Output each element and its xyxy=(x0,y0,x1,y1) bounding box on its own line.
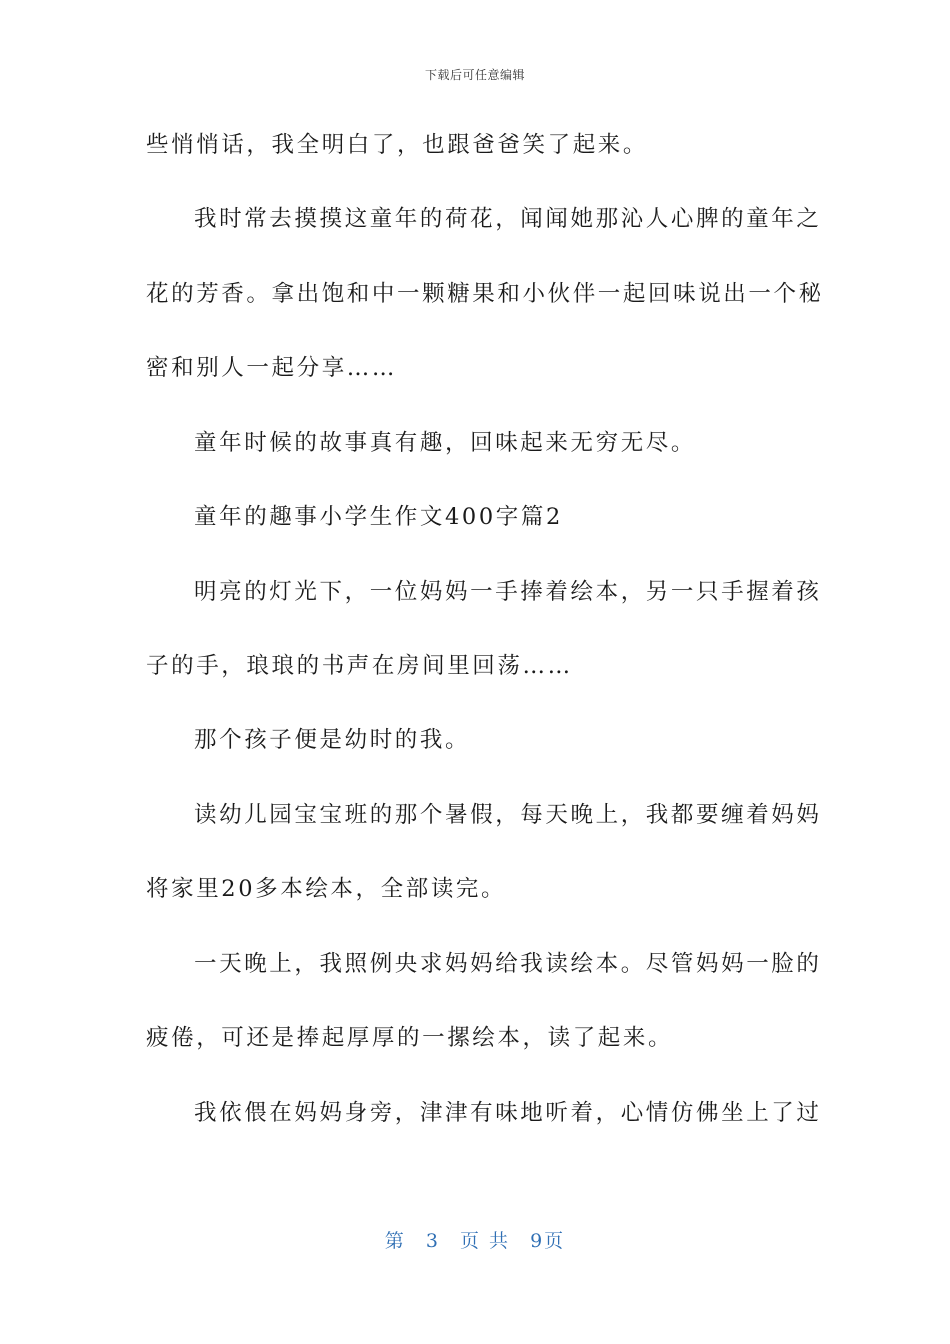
current-page-number: 3 xyxy=(425,1230,440,1252)
text-line: 疲倦，可还是捧起厚厚的一摞绘本，读了起来。 xyxy=(146,1025,674,1051)
text-line: 童年时候的故事真有趣，回味起来无穷无尽。 xyxy=(194,430,697,456)
page-footer xyxy=(0,1226,950,1253)
section-heading: 童年的趣事小学生作文400字篇2 xyxy=(194,504,563,530)
footer-prefix: 第 xyxy=(384,1230,406,1252)
text-line: 我依偎在妈妈身旁，津津有味地听着，心情仿佛坐上了过 xyxy=(194,1100,822,1126)
text-line: 些悄悄话，我全明白了，也跟爸爸笑了起来。 xyxy=(146,132,649,158)
text-line: 明亮的灯光下，一位妈妈一手捧着绘本，另一只手握着孩 xyxy=(194,579,822,605)
text-line: 子的手，琅琅的书声在房间里回荡…… xyxy=(146,653,573,679)
text-line: 那个孩子便是幼时的我。 xyxy=(194,727,471,753)
text-line: 密和别人一起分享…… xyxy=(146,355,398,381)
text-line: 将家里20多本绘本，全部读完。 xyxy=(146,876,507,902)
total-pages: 9页 xyxy=(530,1230,566,1252)
footer-middle: 页 共 xyxy=(460,1230,511,1252)
text-line: 读幼儿园宝宝班的那个暑假，每天晚上，我都要缠着妈妈 xyxy=(194,802,822,828)
text-line: 花的芳香。拿出饱和中一颗糖果和小伙伴一起回味说出一个秘 xyxy=(146,281,824,307)
text-line: 一天晚上，我照例央求妈妈给我读绘本。尽管妈妈一脸的 xyxy=(194,951,822,977)
header-note: 下载后可任意编辑 xyxy=(424,68,525,82)
text-line: 我时常去摸摸这童年的荷花，闻闻她那沁人心脾的童年之 xyxy=(194,206,822,232)
